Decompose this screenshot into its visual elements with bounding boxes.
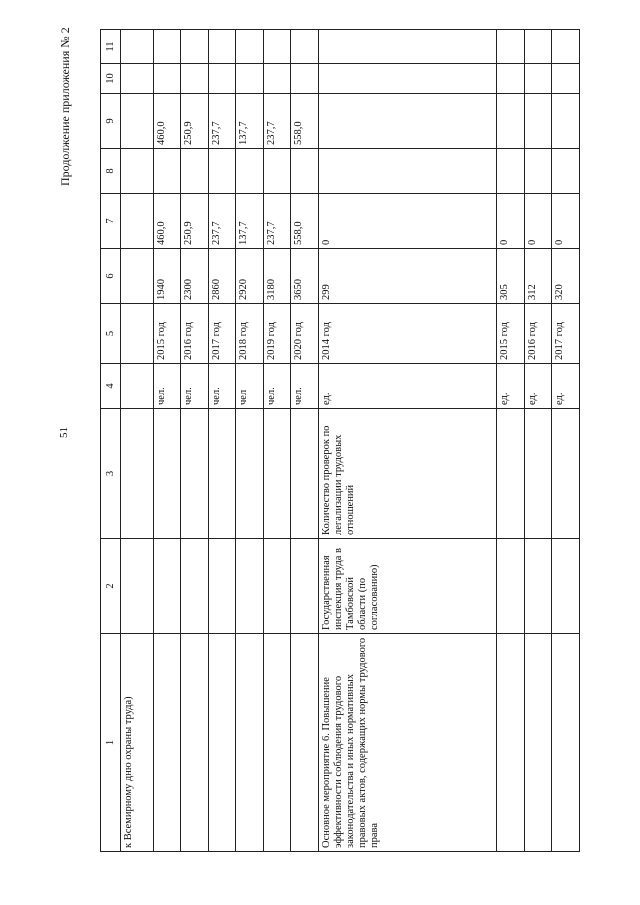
appendix-note: Продолжение приложения № 2 bbox=[58, 27, 72, 186]
cell-total: 137,7 bbox=[236, 194, 263, 249]
header-cell: 2 bbox=[101, 539, 121, 634]
header-cell: 6 bbox=[101, 249, 121, 304]
cell-executor bbox=[291, 539, 318, 634]
header-cell: 3 bbox=[101, 409, 121, 539]
cell-value: 312 bbox=[525, 249, 552, 304]
cell-regional bbox=[121, 94, 154, 149]
cell-event bbox=[263, 634, 290, 852]
cell-indicator bbox=[181, 409, 208, 539]
header-cell: 7 bbox=[101, 194, 121, 249]
cell-total: 0 bbox=[318, 194, 496, 249]
cell-local bbox=[496, 64, 524, 94]
cell-other bbox=[236, 30, 263, 64]
cell-unit: чел. bbox=[263, 364, 290, 409]
cell-value: 305 bbox=[496, 249, 524, 304]
cell-regional bbox=[496, 94, 524, 149]
cell-regional bbox=[525, 94, 552, 149]
table-row bbox=[552, 30, 580, 852]
cell-indicator bbox=[236, 409, 263, 539]
cell-unit: ед. bbox=[496, 364, 524, 409]
cell-other bbox=[496, 30, 524, 64]
cell-total bbox=[121, 194, 154, 249]
cell-event bbox=[236, 634, 263, 852]
table-row bbox=[208, 30, 235, 852]
cell-total: 460,0 bbox=[153, 194, 180, 249]
cell-total: 237,7 bbox=[208, 194, 235, 249]
header-cell: 5 bbox=[101, 304, 121, 364]
cell-regional: 558,0 bbox=[291, 94, 318, 149]
cell-indicator bbox=[496, 409, 524, 539]
cell-year: 2015 год bbox=[496, 304, 524, 364]
cell-year: 2014 год bbox=[318, 304, 496, 364]
cell-year: 2018 год bbox=[236, 304, 263, 364]
header-cell: 10 bbox=[101, 64, 121, 94]
cell-unit: ед. bbox=[525, 364, 552, 409]
cell-federal bbox=[121, 149, 154, 194]
cell-executor bbox=[208, 539, 235, 634]
cell-other bbox=[263, 30, 290, 64]
cell-total: 237,7 bbox=[263, 194, 290, 249]
cell-local bbox=[153, 64, 180, 94]
cell-executor bbox=[496, 539, 524, 634]
cell-federal bbox=[263, 149, 290, 194]
cell-indicator: Количество проверок по легализации трудовых отношений bbox=[318, 409, 496, 539]
table-container bbox=[100, 30, 580, 852]
header-cell: 11 bbox=[101, 30, 121, 64]
cell-federal bbox=[291, 149, 318, 194]
table-row bbox=[525, 30, 552, 852]
cell-total: 558,0 bbox=[291, 194, 318, 249]
cell-event: Основное мероприятие 6. Повышение эффективности соблюдения трудового законодательства и иных нормативных правовых актов, содержащих нормы трудового права bbox=[318, 634, 496, 852]
cell-local bbox=[263, 64, 290, 94]
table-header-row bbox=[101, 30, 121, 852]
header-cell: 1 bbox=[101, 634, 121, 852]
cell-unit: ед. bbox=[552, 364, 580, 409]
cell-event bbox=[153, 634, 180, 852]
cell-event bbox=[181, 634, 208, 852]
cell-value: 3650 bbox=[291, 249, 318, 304]
cell-regional: 460,0 bbox=[153, 94, 180, 149]
rotated-table-frame bbox=[100, 30, 580, 852]
table-row bbox=[318, 30, 496, 852]
cell-year: 2015 год bbox=[153, 304, 180, 364]
cell-value: 2920 bbox=[236, 249, 263, 304]
cell-local bbox=[236, 64, 263, 94]
cell-other bbox=[208, 30, 235, 64]
cell-value: 3180 bbox=[263, 249, 290, 304]
cell-indicator bbox=[263, 409, 290, 539]
cell-executor bbox=[552, 539, 580, 634]
cell-regional bbox=[318, 94, 496, 149]
cell-year bbox=[121, 304, 154, 364]
page-number: 51 bbox=[58, 427, 70, 438]
cell-event bbox=[525, 634, 552, 852]
cell-indicator bbox=[552, 409, 580, 539]
cell-federal bbox=[496, 149, 524, 194]
cell-other bbox=[318, 30, 496, 64]
cell-local bbox=[121, 64, 154, 94]
cell-other bbox=[181, 30, 208, 64]
cell-federal bbox=[552, 149, 580, 194]
cell-indicator bbox=[525, 409, 552, 539]
cell-regional bbox=[552, 94, 580, 149]
cell-executor bbox=[236, 539, 263, 634]
table-row bbox=[263, 30, 290, 852]
cell-event bbox=[552, 634, 580, 852]
header-cell: 4 bbox=[101, 364, 121, 409]
cell-federal bbox=[525, 149, 552, 194]
cell-executor bbox=[153, 539, 180, 634]
cell-federal bbox=[318, 149, 496, 194]
cell-event bbox=[208, 634, 235, 852]
cell-indicator bbox=[291, 409, 318, 539]
cell-year: 2016 год bbox=[525, 304, 552, 364]
cell-year: 2017 год bbox=[552, 304, 580, 364]
cell-unit: чел. bbox=[291, 364, 318, 409]
cell-unit: чел bbox=[236, 364, 263, 409]
cell-federal bbox=[236, 149, 263, 194]
cell-value: 1940 bbox=[153, 249, 180, 304]
cell-other bbox=[552, 30, 580, 64]
cell-regional: 237,7 bbox=[263, 94, 290, 149]
cell-value: 320 bbox=[552, 249, 580, 304]
cell-total: 0 bbox=[552, 194, 580, 249]
cell-year: 2020 год bbox=[291, 304, 318, 364]
cell-executor bbox=[121, 539, 154, 634]
cell-local bbox=[181, 64, 208, 94]
cell-local bbox=[525, 64, 552, 94]
cell-federal bbox=[181, 149, 208, 194]
cell-year: 2017 год bbox=[208, 304, 235, 364]
cell-other bbox=[291, 30, 318, 64]
cell-local bbox=[208, 64, 235, 94]
cell-local bbox=[552, 64, 580, 94]
cell-executor bbox=[263, 539, 290, 634]
cell-unit: чел. bbox=[208, 364, 235, 409]
cell-regional: 137,7 bbox=[236, 94, 263, 149]
cell-executor: Государственная инспекция труда в Тамбовской области (по согласованию) bbox=[318, 539, 496, 634]
cell-other bbox=[153, 30, 180, 64]
cell-event bbox=[291, 634, 318, 852]
cell-indicator bbox=[121, 409, 154, 539]
cell-other bbox=[525, 30, 552, 64]
cell-indicator bbox=[208, 409, 235, 539]
cell-regional: 237,7 bbox=[208, 94, 235, 149]
cell-executor bbox=[181, 539, 208, 634]
cell-value bbox=[121, 249, 154, 304]
cell-indicator bbox=[153, 409, 180, 539]
cell-unit bbox=[121, 364, 154, 409]
cell-total: 0 bbox=[525, 194, 552, 249]
cell-federal bbox=[153, 149, 180, 194]
cell-unit: чел. bbox=[181, 364, 208, 409]
cell-regional: 250,9 bbox=[181, 94, 208, 149]
cell-other bbox=[121, 30, 154, 64]
header-cell: 8 bbox=[101, 149, 121, 194]
cell-value: 2300 bbox=[181, 249, 208, 304]
table-row bbox=[291, 30, 318, 852]
cell-total: 0 bbox=[496, 194, 524, 249]
cell-year: 2016 год bbox=[181, 304, 208, 364]
table-row bbox=[236, 30, 263, 852]
cell-event bbox=[496, 634, 524, 852]
appendix-table bbox=[100, 29, 580, 852]
cell-federal bbox=[208, 149, 235, 194]
cell-executor bbox=[525, 539, 552, 634]
cell-local bbox=[318, 64, 496, 94]
cell-value: 2860 bbox=[208, 249, 235, 304]
table-row bbox=[496, 30, 524, 852]
cell-year: 2019 год bbox=[263, 304, 290, 364]
cell-event: к Всемирному дню охраны труда) bbox=[121, 634, 154, 852]
cell-unit: ед. bbox=[318, 364, 496, 409]
table-row bbox=[181, 30, 208, 852]
cell-total: 250,9 bbox=[181, 194, 208, 249]
cell-local bbox=[291, 64, 318, 94]
cell-value: 299 bbox=[318, 249, 496, 304]
cell-unit: чел. bbox=[153, 364, 180, 409]
header-cell: 9 bbox=[101, 94, 121, 149]
table-row bbox=[121, 30, 154, 852]
table-row bbox=[153, 30, 180, 852]
